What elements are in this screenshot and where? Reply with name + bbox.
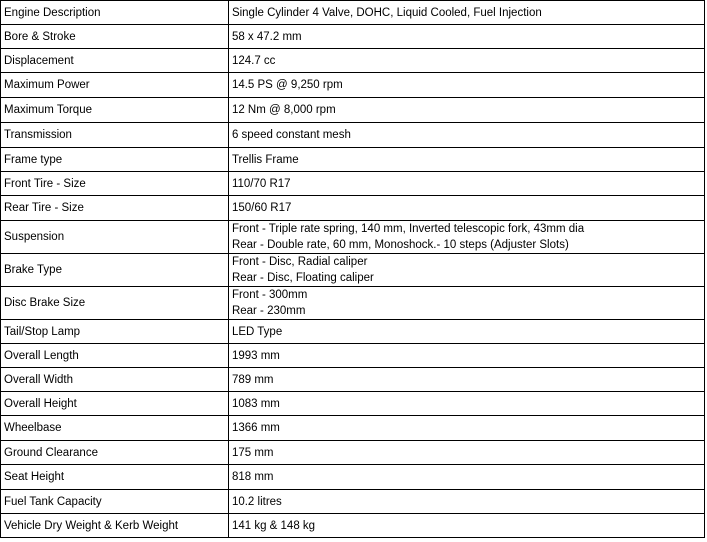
spec-label: Overall Height xyxy=(1,392,229,416)
spec-label: Disc Brake Size xyxy=(1,287,229,320)
table-row xyxy=(1,416,705,441)
spec-label: Fuel Tank Capacity xyxy=(1,490,229,514)
table-row xyxy=(1,98,705,123)
table-row xyxy=(1,172,705,196)
spec-label: Bore & Stroke xyxy=(1,25,229,49)
spec-label: Seat Height xyxy=(1,465,229,490)
table-row xyxy=(1,490,705,514)
spec-label: Rear Tire - Size xyxy=(1,196,229,221)
spec-label: Ground Clearance xyxy=(1,441,229,465)
spec-value: 1366 mm xyxy=(228,416,704,441)
spec-value: 789 mm xyxy=(228,368,704,392)
spec-value: LED Type xyxy=(228,320,704,344)
table-row xyxy=(1,1,705,25)
spec-label: Maximum Power xyxy=(1,73,229,98)
table-row xyxy=(1,320,705,344)
spec-label: Displacement xyxy=(1,49,229,73)
spec-label: Overall Width xyxy=(1,368,229,392)
spec-label: Tail/Stop Lamp xyxy=(1,320,229,344)
spec-value: 10.2 litres xyxy=(228,490,704,514)
spec-value: 818 mm xyxy=(228,465,704,490)
table-row xyxy=(1,392,705,416)
spec-value: 150/60 R17 xyxy=(228,196,704,221)
spec-value: Front - 300mm Rear - 230mm xyxy=(228,287,704,320)
spec-value: 141 kg & 148 kg xyxy=(228,514,704,538)
table-row xyxy=(1,465,705,490)
spec-label: Overall Length xyxy=(1,344,229,368)
spec-value: 58 x 47.2 mm xyxy=(228,25,704,49)
spec-value: Front - Disc, Radial caliper Rear - Disc, Floating caliper xyxy=(228,254,704,287)
spec-value: 124.7 cc xyxy=(228,49,704,73)
spec-label: Engine Description xyxy=(1,1,229,25)
spec-value: 1083 mm xyxy=(228,392,704,416)
table-row xyxy=(1,287,705,320)
spec-label: Transmission xyxy=(1,123,229,148)
spec-label: Brake Type xyxy=(1,254,229,287)
table-row xyxy=(1,148,705,172)
spec-value: Trellis Frame xyxy=(228,148,704,172)
table-row xyxy=(1,73,705,98)
table-row xyxy=(1,25,705,49)
table-row xyxy=(1,514,705,538)
spec-label: Front Tire - Size xyxy=(1,172,229,196)
table-row xyxy=(1,123,705,148)
spec-value: 1993 mm xyxy=(228,344,704,368)
table-row xyxy=(1,254,705,287)
spec-value: 6 speed constant mesh xyxy=(228,123,704,148)
spec-value: 14.5 PS @ 9,250 rpm xyxy=(228,73,704,98)
spec-label: Wheelbase xyxy=(1,416,229,441)
table-row xyxy=(1,221,705,254)
spec-value: Single Cylinder 4 Valve, DOHC, Liquid Cooled, Fuel Injection xyxy=(228,1,704,25)
spec-label: Frame type xyxy=(1,148,229,172)
spec-value: Front - Triple rate spring, 140 mm, Inverted telescopic fork, 43mm dia Rear - Double rate, 60 mm, Monoshock.- 10 steps (Adjuster Slots) xyxy=(228,221,704,254)
table-row xyxy=(1,196,705,221)
table-row xyxy=(1,344,705,368)
table-row xyxy=(1,368,705,392)
spec-value: 110/70 R17 xyxy=(228,172,704,196)
spec-label: Vehicle Dry Weight & Kerb Weight xyxy=(1,514,229,538)
spec-value: 12 Nm @ 8,000 rpm xyxy=(228,98,704,123)
table-row xyxy=(1,49,705,73)
spec-value: 175 mm xyxy=(228,441,704,465)
spec-label: Suspension xyxy=(1,221,229,254)
spec-label: Maximum Torque xyxy=(1,98,229,123)
table-row xyxy=(1,441,705,465)
